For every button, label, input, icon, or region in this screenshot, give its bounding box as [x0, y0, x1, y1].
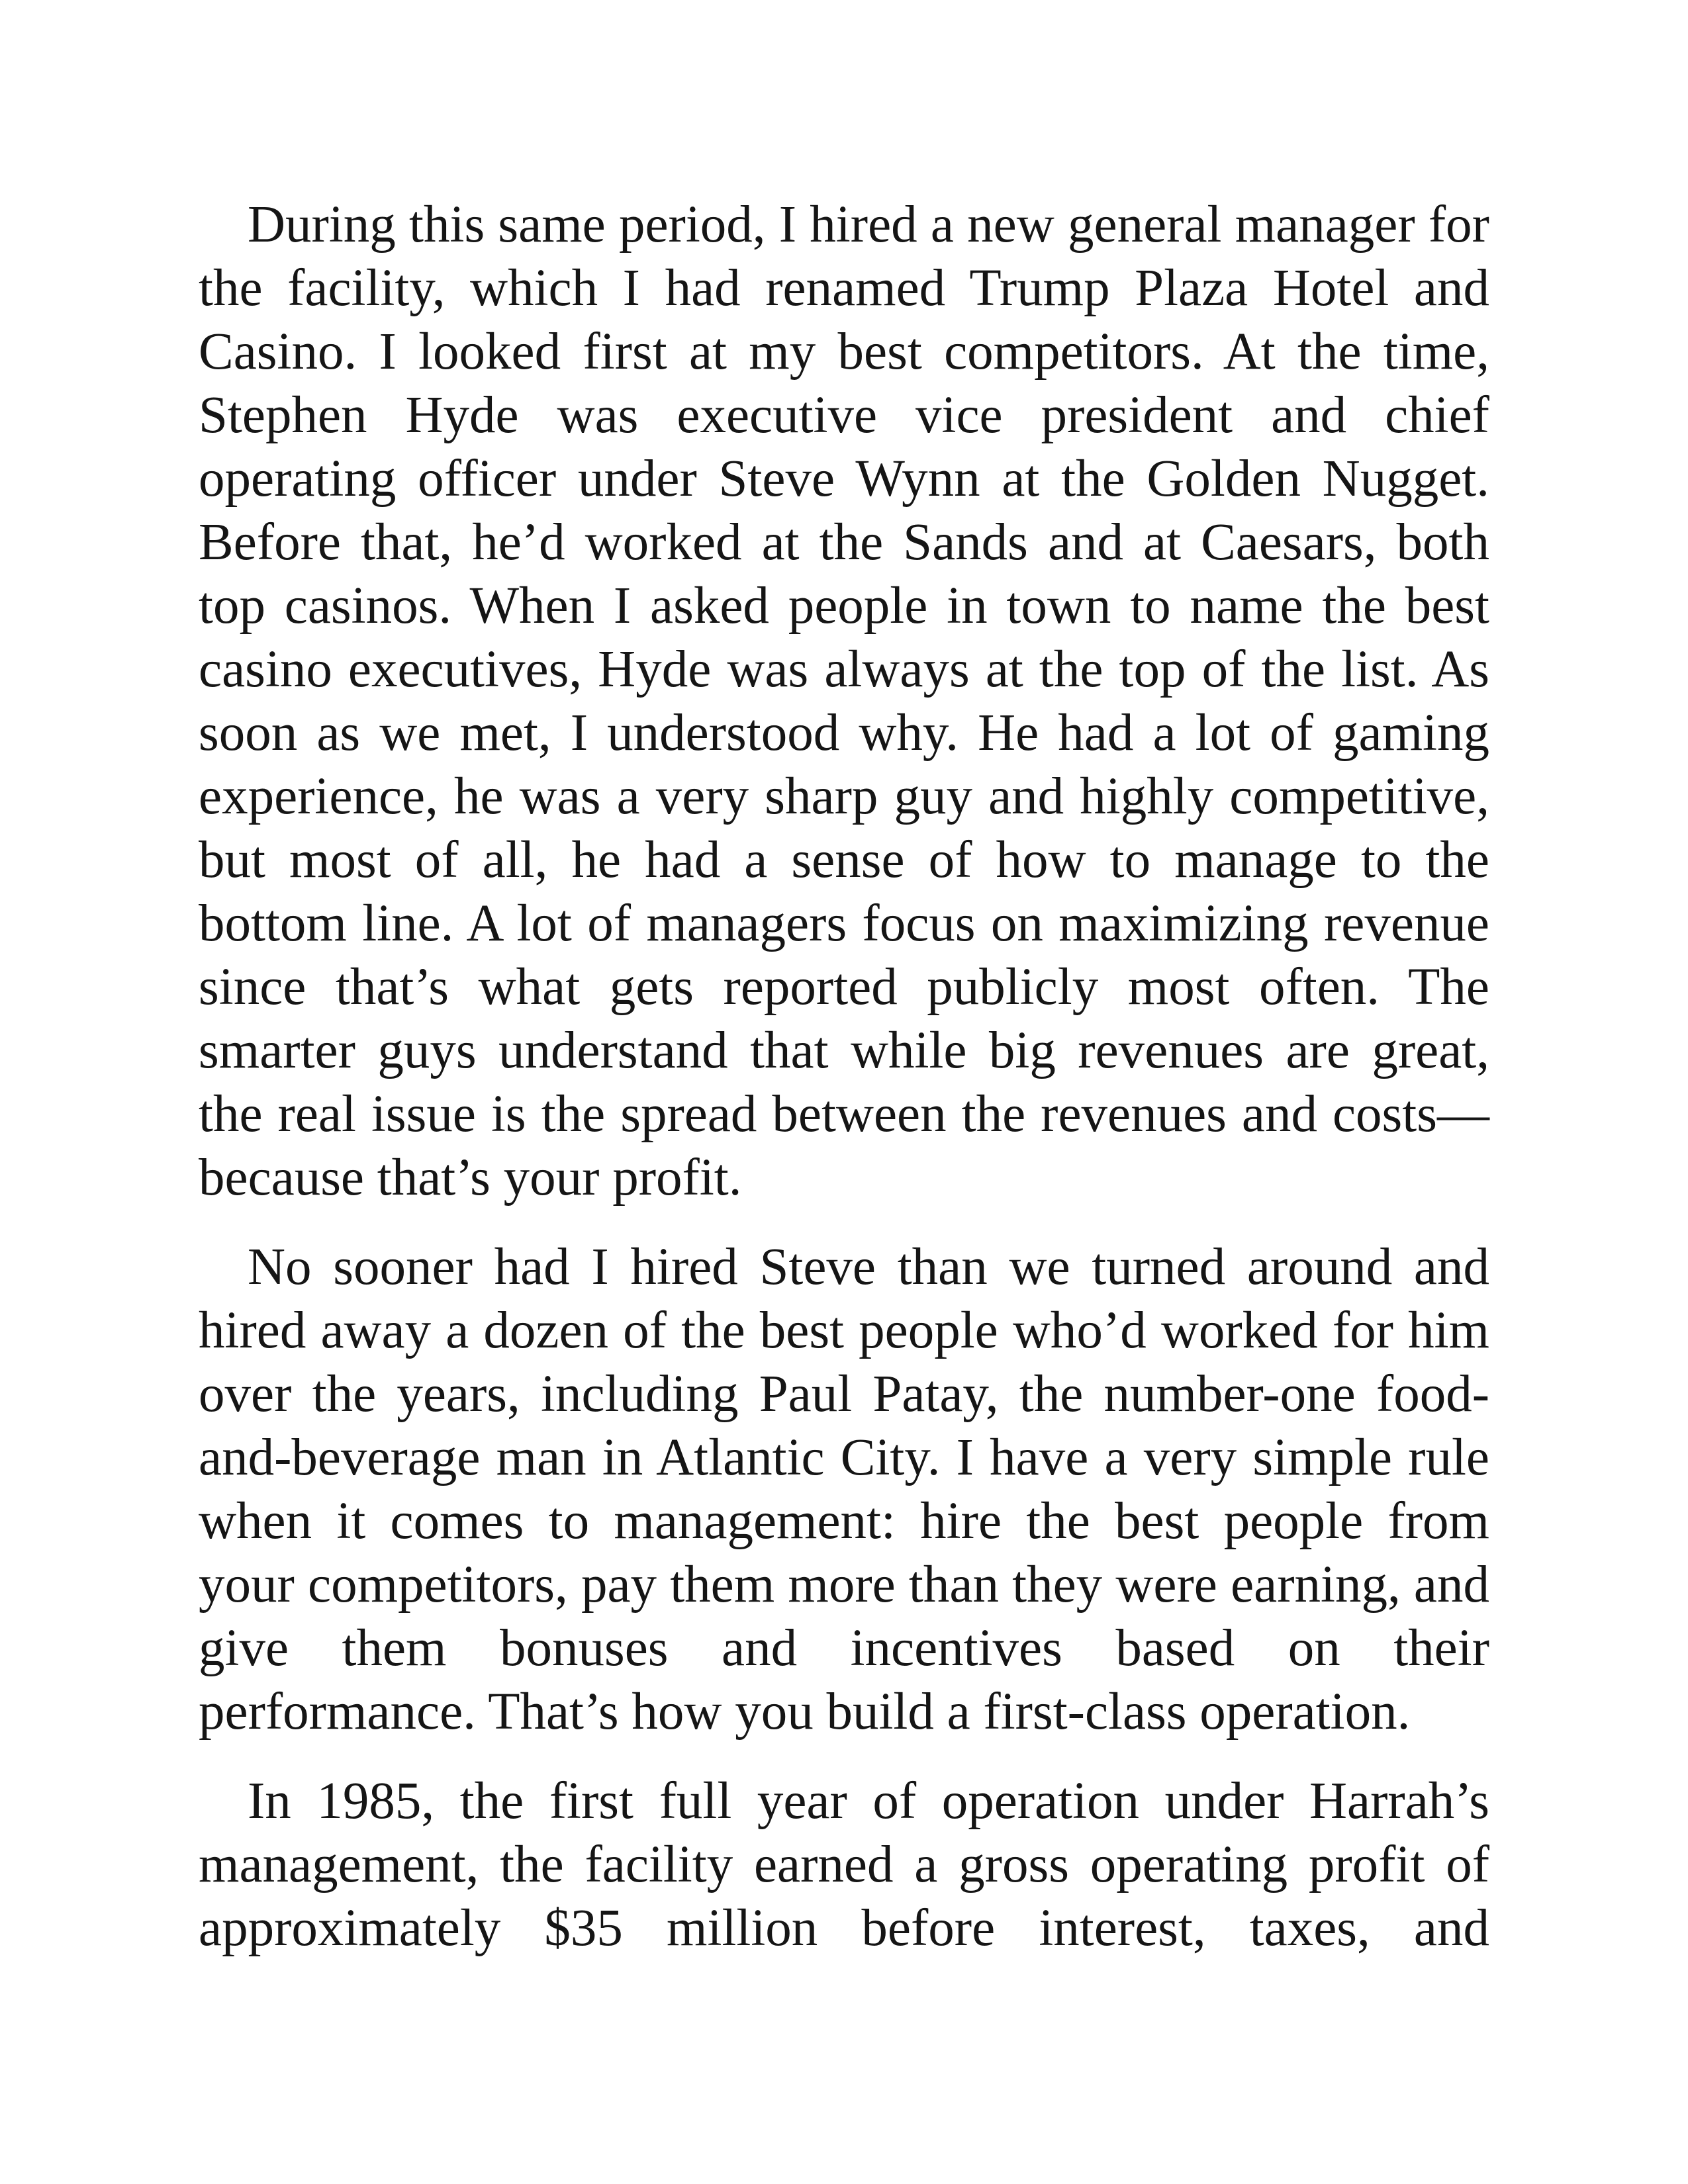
paragraph-hiring-competitors: No sooner had I hired Steve than we turned around and hired away a dozen of the best people who’d worked for him over the years, including Paul Patay, the number-one food-and-beverage man in Atlantic City. I have a very simple rule when it comes to management: hire the best people from your competitors, pay them more than they were earning, and give them bonuses and incentives based on their performance. That’s how you build a first-class operation. [199, 1238, 1489, 1741]
body-text [199, 193, 1489, 1960]
paragraph-general-manager: During this same period, I hired a new general manager for the facility, which I had renamed Trump Plaza Hotel and Casino. I looked first at my best competitors. At the time, Stephen Hyde was executive vice president and chief operating officer under Steve Wynn at the Golden Nugget. Before that, he’d worked at the Sands and at Caesars, both top casinos. When I asked people in town to name the best casino executives, Hyde was always at the top of the list. As soon as we met, I understood why. He had a lot of gaming experience, he was a very sharp guy and highly competitive, but most of all, he had a sense of how to manage to the bottom line. A lot of managers focus on maximizing revenue since that’s what gets reported publicly most often. The smarter guys understand that while big revenues are great, the real issue is the spread between the revenues and costs—because that’s your profit. [199, 196, 1489, 1206]
paragraph-1985-profit: In 1985, the first full year of operation under Harrah’s management, the facility earned a gross operating profit of approximately $35 million before interest, taxes, and [199, 1772, 1489, 1957]
